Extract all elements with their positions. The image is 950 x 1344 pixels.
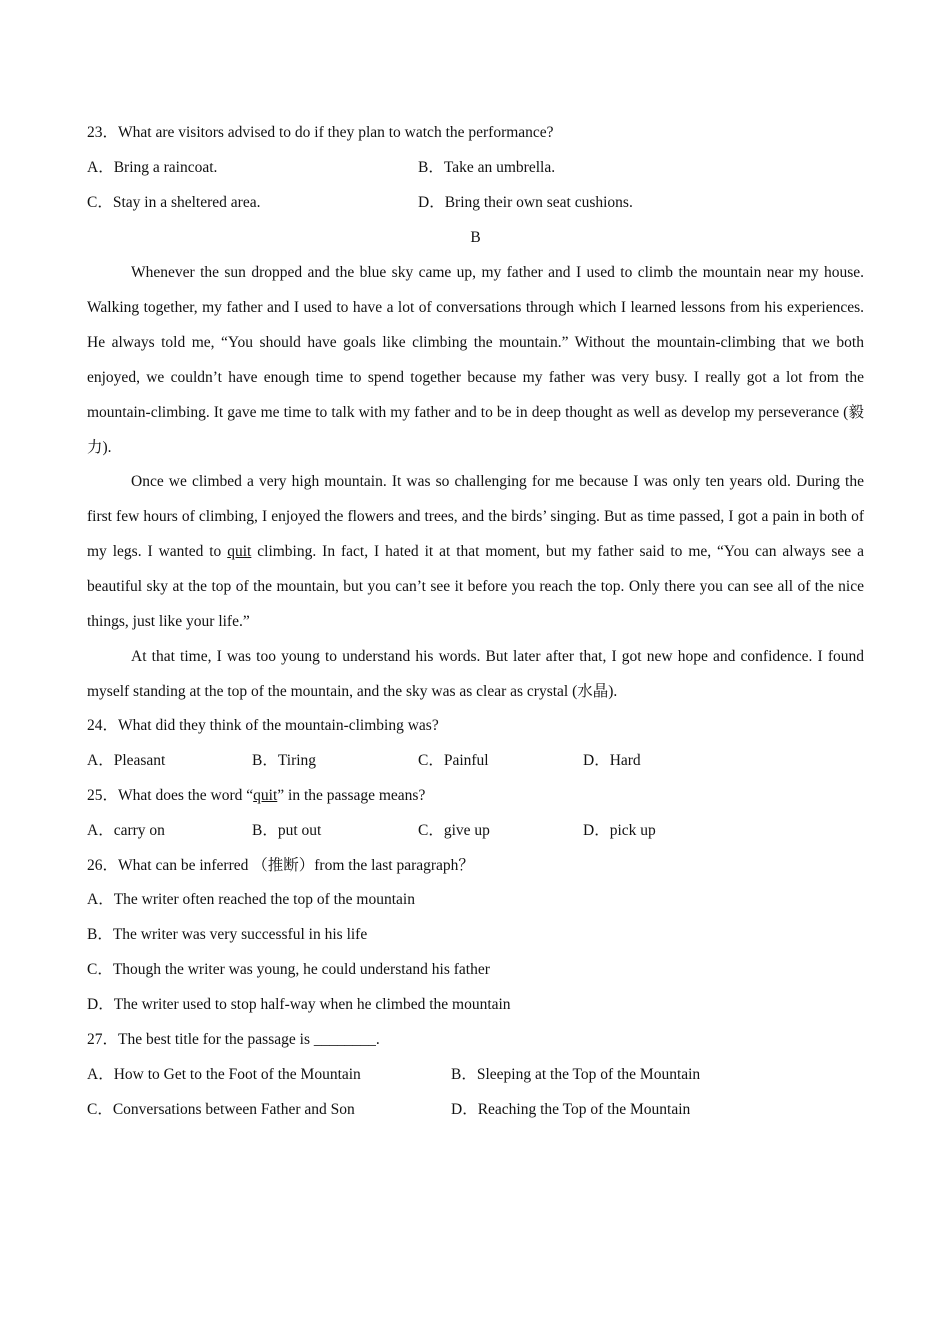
question-23-option-c: C．Stay in a sheltered area. [87, 194, 261, 211]
question-24-option-b: B．Tiring [252, 752, 317, 769]
question-26-option-d: D．The writer used to stop half-way when he climbed the mountain [87, 996, 511, 1013]
question-24-stem: 24．What did they think of the mountain-climbing was? [87, 717, 439, 734]
question-26-stem: 26．What can be inferred （推断）from the last paragraph？ [87, 857, 474, 874]
passage-paragraph-3: At that time, I was too young to understand his words. But later after that, I got new hope and confidence. I found myself standing at the top of the mountain, and the sky was as clear as crystal (水晶). [87, 648, 864, 700]
question-24-option-a: A．Pleasant [87, 752, 166, 769]
question-26-option-c: C．Though the writer was young, he could understand his father [87, 961, 490, 978]
question-23-stem: 23．What are visitors advised to do if they plan to watch the performance? [87, 124, 554, 141]
question-25-underlined-word: quit [253, 787, 278, 804]
question-25-option-d: D．pick up [583, 822, 656, 839]
question-27-option-b: B．Sleeping at the Top of the Mountain [451, 1066, 701, 1083]
question-25-option-b: B．put out [252, 822, 322, 839]
passage-paragraph-1: Whenever the sun dropped and the blue sky came up, my father and I used to climb the mountain near my house. Walking together, my father and I used to have a lot of conversations through which I learned lessons from his experiences. He always told me, “You should have goals like climbing the mountain.” Without the mountain-climbing that we both enjoyed, we couldn’t have enough time to spend together because my father was very busy. I really got a lot from the mountain-climbing. It gave me time to talk with my father and to be in deep thought as well as develop my perseverance (毅力). [87, 264, 864, 456]
question-27-stem: 27．The best title for the passage is ________. [87, 1031, 380, 1048]
underlined-word-quit: quit [227, 543, 252, 560]
passage-paragraph-2-part-1: Once we climbed a very high mountain. It was so challenging for me because I was only ten years old. During the first few hours of climbing, I enjoyed the flowers and trees, and the birds’ singing. But as time passed, I got a pain in both of my legs. I wanted to [87, 473, 864, 560]
question-25-stem-part-1: 25．What does the word “ [87, 787, 254, 804]
question-24-option-c: C．Painful [418, 752, 489, 769]
passage-paragraph-2 [87, 464, 864, 639]
question-24-option-d: D．Hard [583, 752, 641, 769]
question-25-option-c: C．give up [418, 822, 490, 839]
question-23-option-d: D．Bring their own seat cushions. [418, 194, 633, 211]
section-label: B [470, 229, 481, 246]
question-27-option-a: A．How to Get to the Foot of the Mountain [87, 1066, 361, 1083]
question-27-option-c: C．Conversations between Father and Son [87, 1101, 355, 1118]
question-23-option-a: A．Bring a raincoat. [87, 159, 218, 176]
question-25-option-a: A．carry on [87, 822, 165, 839]
passage-paragraph-2-part-2: climbing. In fact, I hated it at that moment, but my father said to me, “You can always see a beautiful sky at the top of the mountain, but you can’t see it before you reach the top. Only there you can see all of the nice things, just like your life.” [87, 543, 864, 630]
question-27-option-d: D．Reaching the Top of the Mountain [451, 1101, 691, 1118]
question-23-option-b: B．Take an umbrella. [418, 159, 556, 176]
question-25-stem-part-2: ” in the passage means? [277, 787, 426, 804]
question-25-stem [87, 778, 425, 813]
question-26-option-a: A．The writer often reached the top of the mountain [87, 891, 415, 908]
question-26-option-b: B．The writer was very successful in his life [87, 926, 368, 943]
